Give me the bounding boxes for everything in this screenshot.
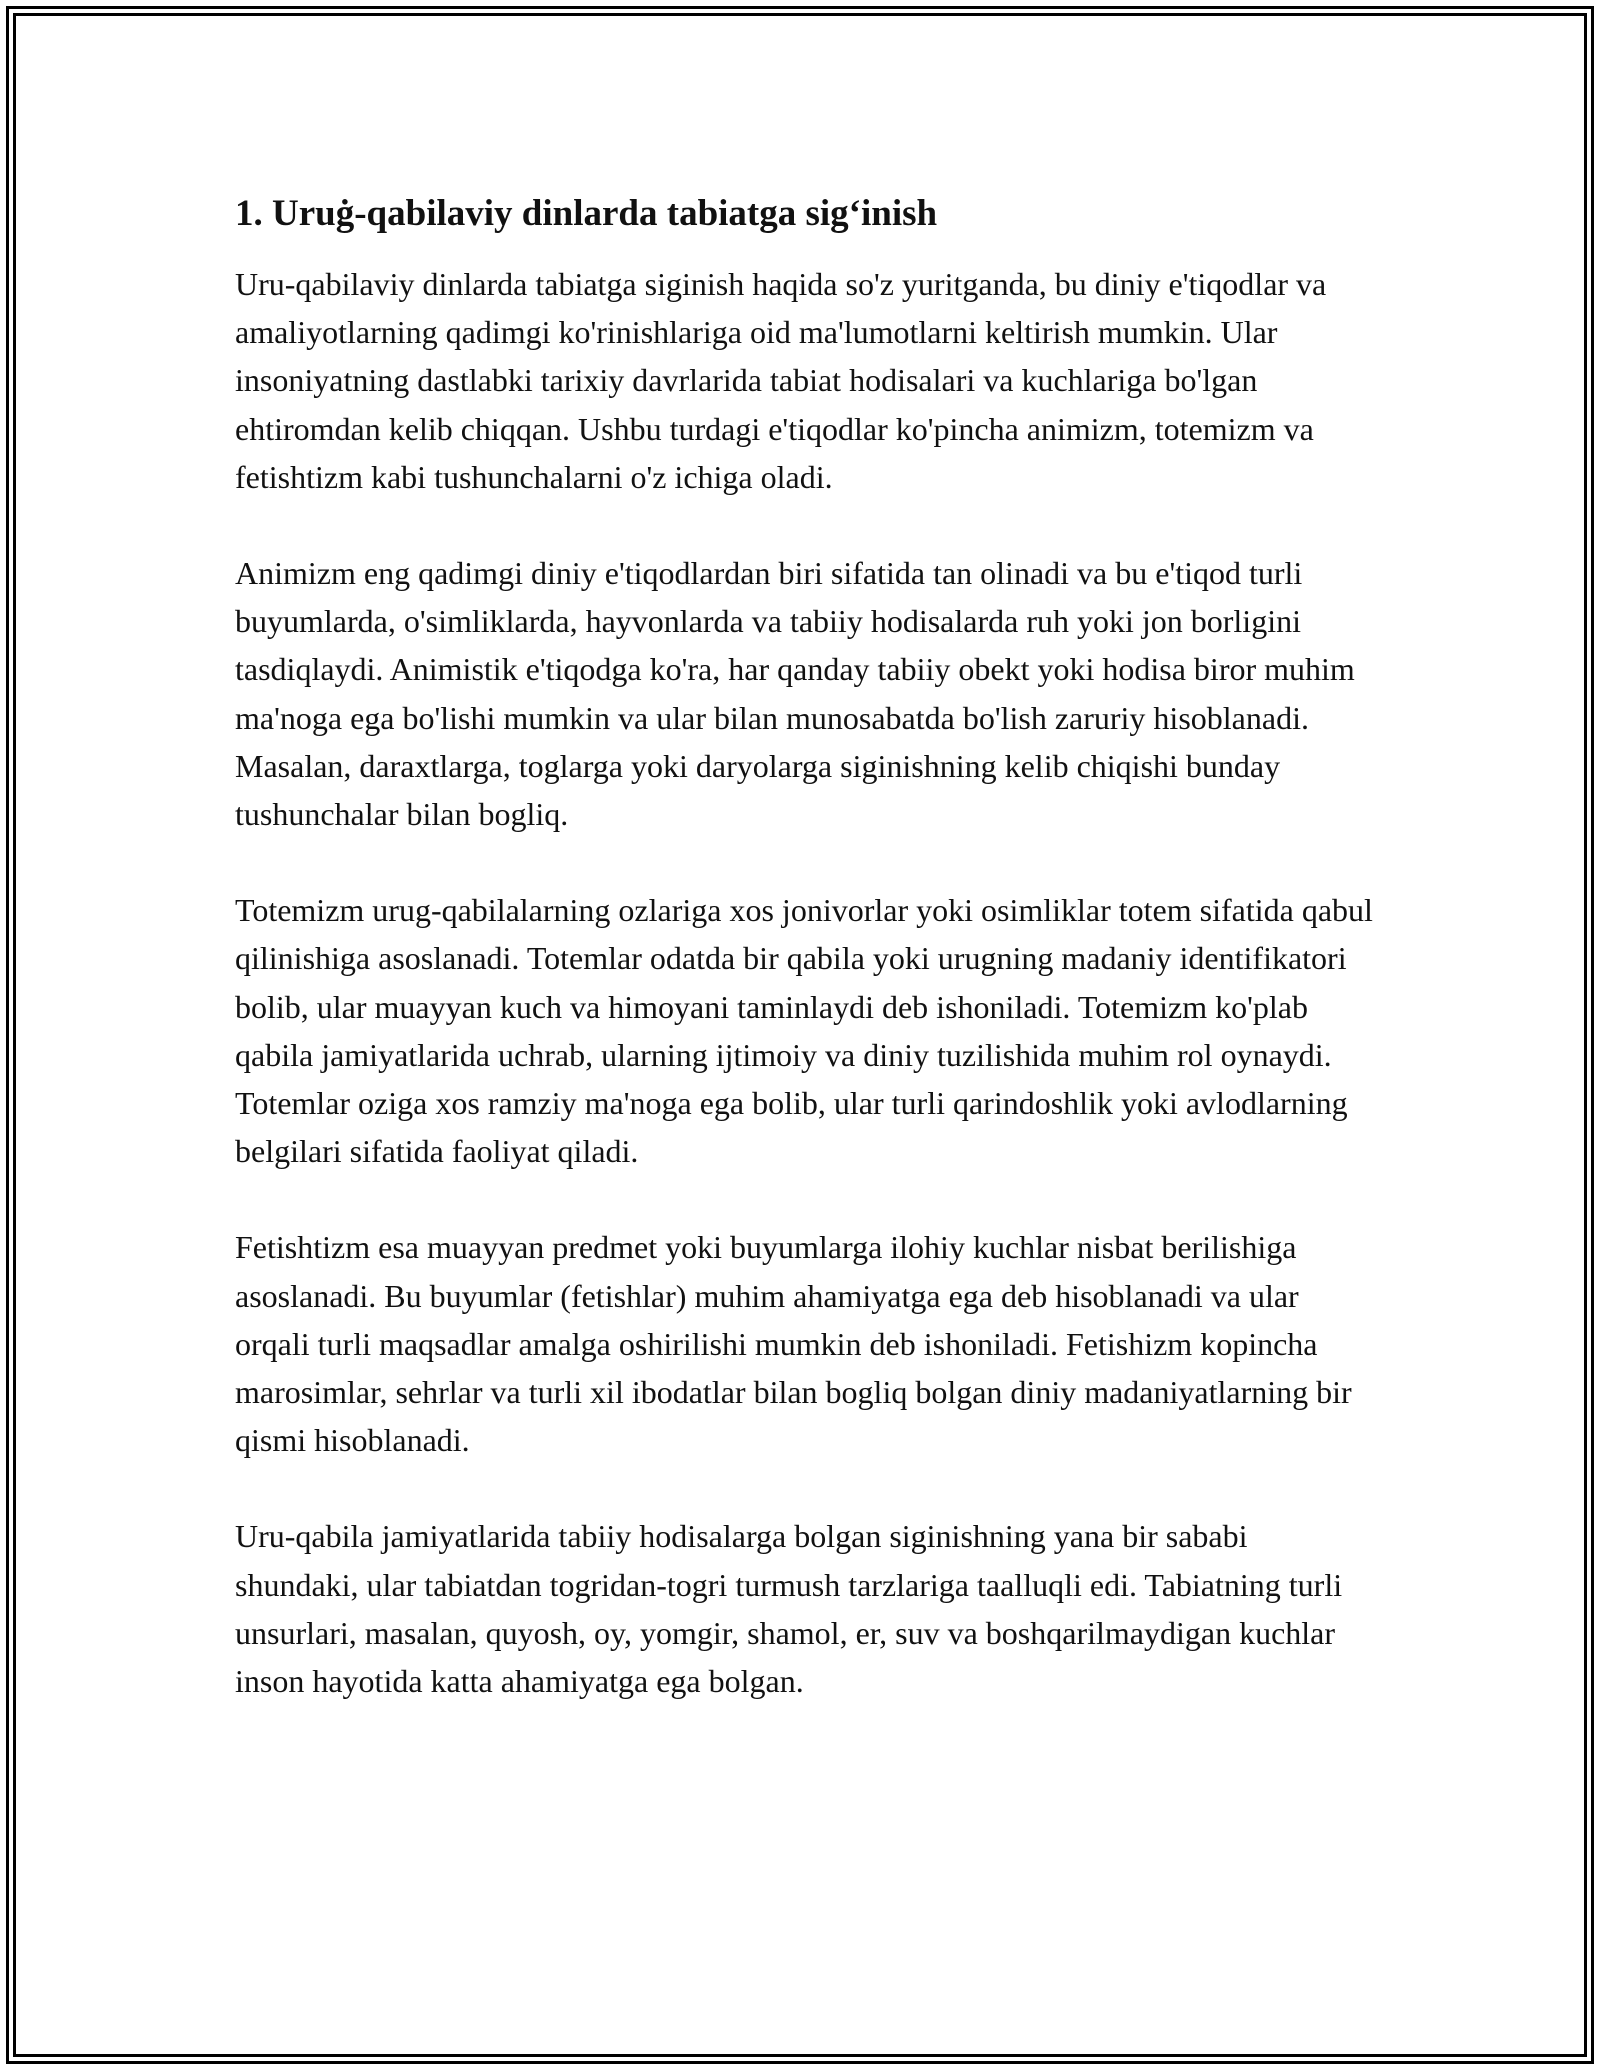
document-body — [235, 188, 1375, 1705]
paragraph-animism: Animizm eng qadimgi diniy e'tiqodlardan biri sifatida tan olinadi va bu e'tiqod turli buyumlarda, o'simliklarda, hayvonlarda va tabiiy hodisalarda ruh yoki jon borligini tasdiqlaydi. Animistik e'tiqodga ko'ra, har qanday tabiiy obekt yoki hodisa biror muhim ma'noga ega bo'lishi mumkin va ular bilan munosabatda bo'lish zaruriy hisoblanadi. Masalan, daraxtlarga, toglarga yoki daryolarga siginishning kelib chiqishi bunday tushunchalar bilan bogliq. — [235, 555, 1355, 833]
paragraph-totemism: Totemizm urug-qabilalarning ozlariga xos jonivorlar yoki osimliklar totem sifatida qabul qilinishiga asoslanadi. Totemlar odatda bir qabila yoki urugning madaniy identifikatori bolib, ular muayyan kuch va himoyani taminlaydi deb ishoniladi. Totemizm ko'plab qabila jamiyatlarida uchrab, ularning ijtimoiy va diniy tuzilishida muhim rol oynaydi. Totemlar oziga xos ramziy ma'noga ega bolib, ular turli qarindoshlik yoki avlodlarning belgilari sifatida faoliyat qiladi. — [235, 892, 1373, 1170]
section-heading: 1. Uruġ-qabilaviy dinlarda tabiatga sig‘inish — [235, 193, 938, 234]
paragraph-intro: Uru-qabilaviy dinlarda tabiatga siginish haqida so'z yuritganda, bu diniy e'tiqodlar va amaliyotlarning qadimgi ko'rinishlariga oid ma'lumotlarni keltirish mumkin. Ular insoniyatning dastlabki tarixiy davrlarida tabiat hodisalari va kuchlariga bo'lgan ehtiromdan kelib chiqqan. Ushbu turdagi e'tiqodlar ko'pincha animizm, totemizm va fetishtizm kabi tushunchalarni o'z ichiga oladi. — [235, 266, 1327, 495]
paragraph-fetishism: Fetishtizm esa muayyan predmet yoki buyumlarga ilohiy kuchlar nisbat berilishiga asoslanadi. Bu buyumlar (fetishlar) muhim ahamiyatga ega deb hisoblanadi va ular orqali turli maqsadlar amalga oshirilishi mumkin deb ishoniladi. Fetishizm kopincha marosimlar, sehrlar va turli xil ibodatlar bilan bogliq bolgan diniy madaniyatlarning bir qismi hisoblanadi. — [235, 1229, 1352, 1459]
paragraph-nature-worship: Uru-qabila jamiyatlarida tabiiy hodisalarga bolgan siginishning yana bir sababi shundaki, ular tabiatdan togridan-togri turmush tarzlariga taalluqli edi. Tabiatning turli unsurlari, masalan, quyosh, oy, yomgir, shamol, er, suv va boshqarilmaydigan kuchlar inson hayotida katta ahamiyatga ega bolgan. — [235, 1518, 1343, 1700]
